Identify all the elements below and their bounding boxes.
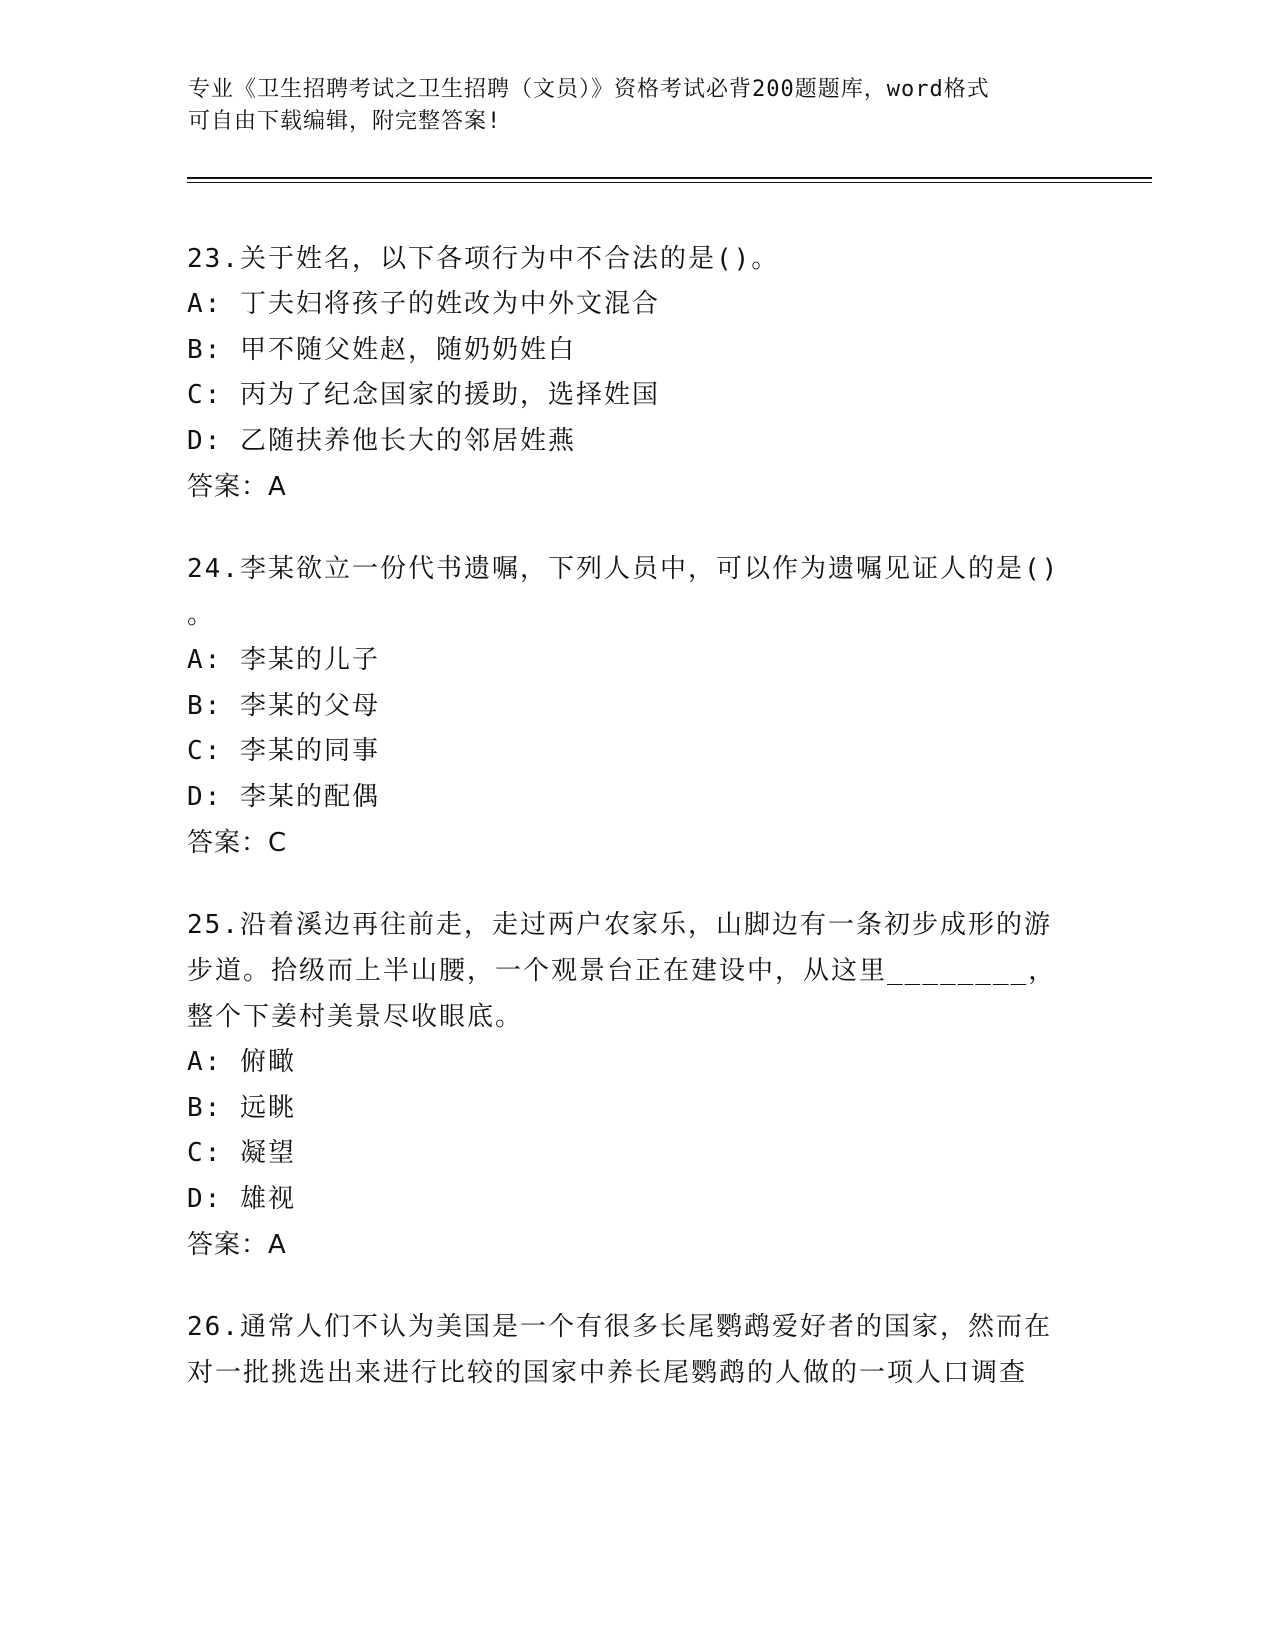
answer: 答案：C [187, 828, 288, 858]
option-a: A: 俯瞰 [187, 1047, 296, 1077]
option-c: C: 凝望 [187, 1138, 296, 1168]
question-text-continued: 。 [187, 600, 216, 630]
document-header [188, 74, 1068, 138]
option-a: A: 丁夫妇将孩子的姓改为中外文混合 [187, 289, 660, 319]
option-d: D: 乙随扶养他长大的邻居姓燕 [187, 425, 576, 456]
option-d: D: 雄视 [187, 1183, 296, 1214]
option-b: B: 李某的父母 [187, 690, 380, 721]
option-d: D: 李某的配偶 [187, 781, 380, 812]
question-text: 25.沿着溪边再往前走，走过两户农家乐，山脚边有一条初步成形的游 [187, 910, 1052, 940]
question-24 [187, 546, 1077, 866]
question-23 [187, 236, 1077, 510]
option-b: B: 远眺 [187, 1092, 296, 1123]
option-a: A: 李某的儿子 [187, 645, 380, 675]
question-26 [187, 1304, 1077, 1396]
header-rule-thick [187, 177, 1152, 179]
option-c: C: 李某的同事 [187, 736, 380, 766]
option-c: C: 丙为了纪念国家的援助，选择姓国 [187, 380, 660, 410]
question-text: 26.通常人们不认为美国是一个有很多长尾鹦鹉爱好者的国家，然而在 [187, 1312, 1052, 1342]
question-text: 23.关于姓名，以下各项行为中不合法的是()。 [187, 244, 780, 274]
question-text-continued: 整个下姜村美景尽收眼底。 [187, 1002, 524, 1032]
question-list [187, 236, 1077, 1432]
header-line-1: 专业《卫生招聘考试之卫生招聘（文员）》资格考试必背200题题库，word格式 [188, 77, 990, 102]
option-b: B: 甲不随父姓赵，随奶奶姓白 [187, 334, 576, 365]
question-text: 24.李某欲立一份代书遗嘱，下列人员中，可以作为遗嘱见证人的是() [187, 554, 1060, 584]
question-25 [187, 902, 1077, 1268]
question-text-continued: 步道。拾级而上半山腰，一个观景台正在建设中，从这里________， [187, 956, 1057, 986]
header-line-2: 可自由下载编辑，附完整答案! [188, 109, 502, 134]
header-rule-thin [187, 182, 1152, 183]
answer: 答案：A [187, 472, 287, 502]
question-text-continued: 对一批挑选出来进行比较的国家中养长尾鹦鹉的人做的一项人口调查 [187, 1358, 1028, 1388]
answer: 答案：A [187, 1230, 287, 1260]
